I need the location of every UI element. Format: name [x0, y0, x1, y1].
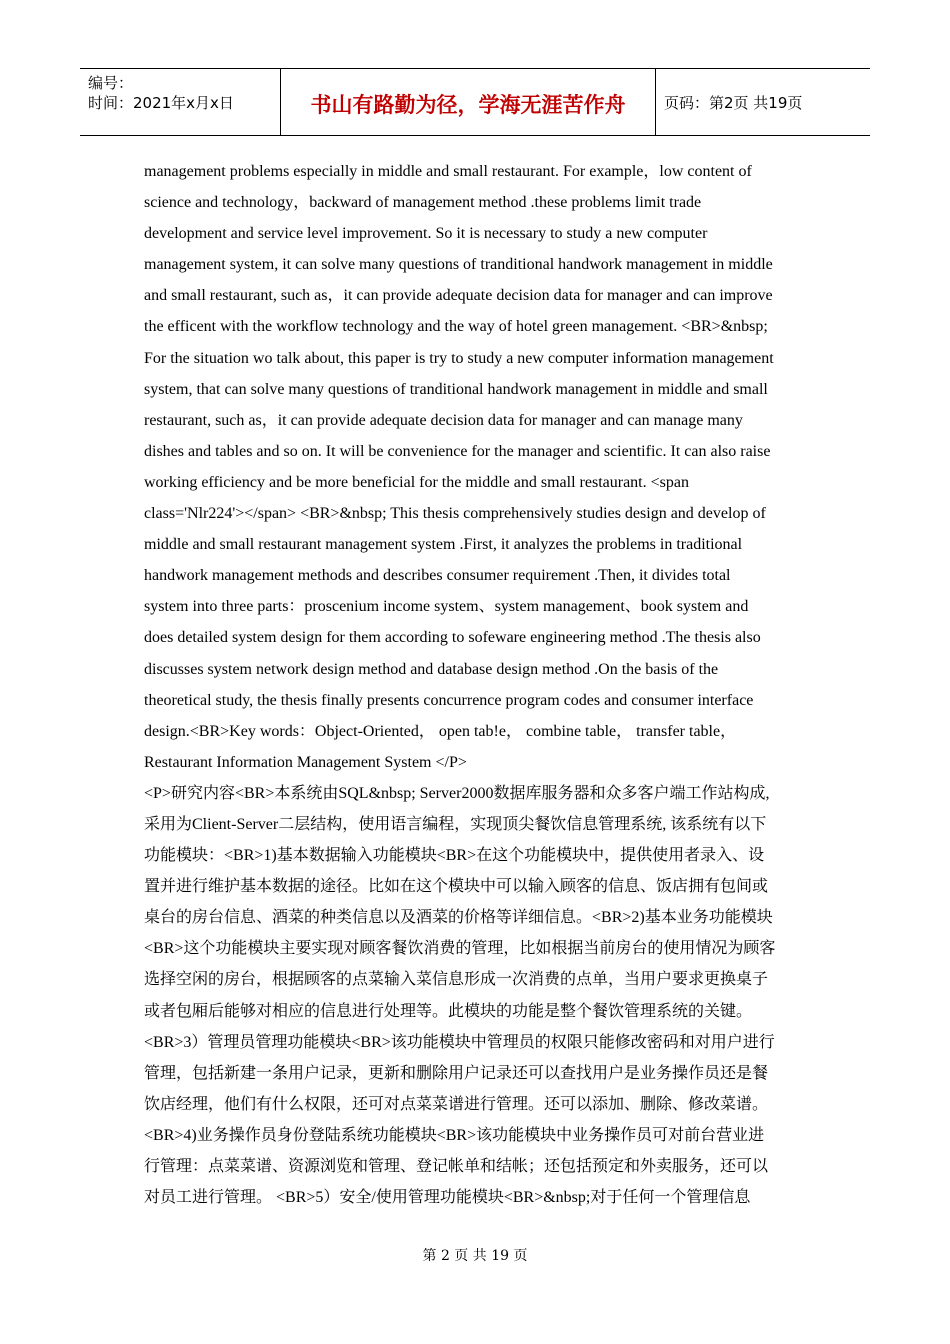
body-lines	[144, 156, 812, 1213]
body-line: science and technology，backward of management method .these problems limit trade	[144, 194, 702, 212]
body-line: handwork management methods and describes consumer requirement .Then, it divides total	[144, 567, 731, 585]
body-line: theoretical study, the thesis finally presents concurrence program codes and consumer interface	[144, 691, 754, 709]
document-body	[144, 156, 812, 1213]
body-line: 功能模块：<BR>1)基本数据输入功能模块<BR>在这个功能模块中，提供使用者录入、设	[144, 847, 765, 865]
body-line: and small restaurant, such as，it can provide adequate decision data for manager and can improve	[144, 287, 773, 305]
body-line: design.<BR>Key words：Object-Oriented， open tab!e， combine table， transfer table，	[144, 722, 737, 740]
page-footer: 第 2 页 共 19 页	[422, 1248, 528, 1264]
body-line: Restaurant Information Management System </P>	[144, 753, 467, 771]
body-line: dishes and tables and so on. It will be convenience for the manager and scientific. It can also raise	[144, 442, 771, 460]
body-line: <BR>这个功能模块主要实现对顾客餐饮消费的管理，比如根据当前房台的使用情况为顾客	[144, 940, 776, 958]
header-page-info: 页码：第2页 共19页	[664, 93, 803, 112]
body-line: 饮店经理，他们有什么权限，还可对点菜菜谱进行管理。还可以添加、删除、修改菜谱。	[144, 1095, 769, 1113]
body-line: the efficent with the workflow technology and the way of hotel green management. <BR>&nbsp;	[144, 318, 768, 336]
body-line: 对员工进行管理。 <BR>5）安全/使用管理功能模块<BR>&nbsp;对于任何一个管理信息	[144, 1189, 751, 1207]
document-date-label: 时间：2021年x月x日	[88, 94, 234, 112]
body-line: does detailed system design for them according to sofeware engineering method .The thesis also	[144, 629, 761, 647]
body-line: system into three parts：proscenium income system、system management、book system and	[144, 598, 749, 616]
page-header	[80, 68, 870, 136]
body-line: class='Nlr224'></span> <BR>&nbsp; This thesis comprehensively studies design and develop of	[144, 505, 766, 523]
body-line: 采用为Client-Server二层结构，使用语言编程，实现顶尖餐饮信息管理系统, 该系统有以下	[144, 815, 767, 833]
body-line: restaurant, such as，it can provide adequate decision data for manager and can manage many	[144, 411, 743, 429]
body-line: 置并进行维护基本数据的途径。比如在这个模块中可以输入顾客的信息、饭店拥有包间或	[144, 878, 769, 896]
body-line: management system, it can solve many questions of tranditional handwork management in middle	[144, 256, 773, 274]
body-line: middle and small restaurant management system .First, it analyzes the problems in traditional	[144, 536, 743, 554]
body-line: system, that can solve many questions of tranditional handwork management in middle and small	[144, 380, 768, 398]
document-number-label: 编号：	[88, 74, 134, 92]
body-line: For the situation wo talk about, this paper is try to study a new computer information management	[144, 349, 774, 367]
header-motto: 书山有路勤为径，学海无涯苦作舟	[281, 69, 656, 135]
body-line: 选择空闲的房台，根据顾客的点菜输入菜信息形成一次消费的点单，当用户要求更换桌子	[144, 971, 769, 989]
body-line: management problems especially in middle and small restaurant. For example，low content of	[144, 163, 752, 180]
body-line: <P>研究内容<BR>本系统由SQL&nbsp; Server2000数据库服务器和众多客户端工作站构成,	[144, 784, 770, 802]
body-line: <BR>3）管理员管理功能模块<BR>该功能模块中管理员的权限只能修改密码和对用户进行	[144, 1033, 775, 1051]
body-line: 管理，包括新建一条用户记录，更新和删除用户记录还可以查找用户是业务操作员还是餐	[144, 1064, 769, 1082]
body-line: discusses system network design method and database design method .On the basis of the	[144, 660, 719, 678]
header-left-cell	[80, 69, 281, 135]
body-line: development and service level improvement. So it is necessary to study a new computer	[144, 225, 708, 243]
body-line: <BR>4)业务操作员身份登陆系统功能模块<BR>该功能模块中业务操作员可对前台营业进	[144, 1126, 765, 1144]
body-line: 行管理：点菜菜谱、资源浏览和管理、登记帐单和结帐；还包括预定和外卖服务，还可以	[144, 1158, 769, 1175]
body-line: 桌台的房台信息、酒菜的种类信息以及酒菜的价格等详细信息。<BR>2)基本业务功能模块	[144, 909, 773, 927]
body-line: 或者包厢后能够对相应的信息进行处理等。此模块的功能是整个餐饮管理系统的关键。	[144, 1002, 753, 1020]
body-line: working efficiency and be more beneficial for the middle and small restaurant. <span	[144, 473, 689, 491]
